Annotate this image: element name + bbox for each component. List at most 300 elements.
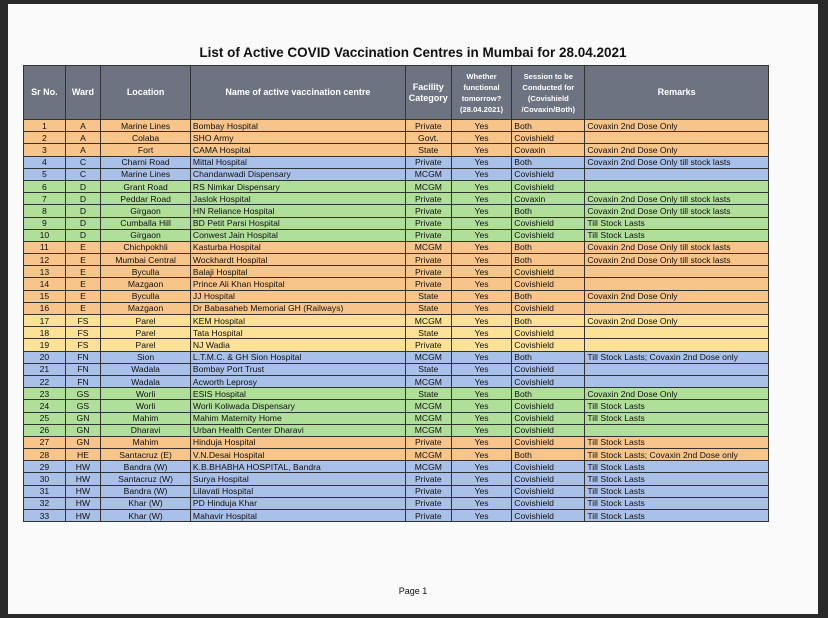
cell-sr-no: 32 (24, 497, 66, 509)
cell-facility-category: MCGM (405, 400, 451, 412)
cell-ward: HW (65, 510, 100, 522)
cell-functional: Yes (451, 180, 512, 192)
cell-centre-name: Tata Hospital (190, 327, 405, 339)
cell-facility-category: Private (405, 156, 451, 168)
cell-facility-category: MCGM (405, 168, 451, 180)
cell-functional: Yes (451, 339, 512, 351)
cell-functional: Yes (451, 473, 512, 485)
cell-centre-name: Mahavir Hospital (190, 510, 405, 522)
table-row (24, 302, 769, 314)
table-row (24, 485, 769, 497)
cell-centre-name: Bombay Port Trust (190, 363, 405, 375)
cell-sr-no: 14 (24, 278, 66, 290)
cell-remarks: Covaxin 2nd Dose Only till stock lasts (585, 156, 769, 168)
cell-location: Sion (101, 351, 191, 363)
table-row (24, 217, 769, 229)
header-facility: Facility Category (405, 66, 451, 120)
cell-ward: HE (65, 449, 100, 461)
cell-ward: GN (65, 436, 100, 448)
cell-functional: Yes (451, 278, 512, 290)
cell-remarks (585, 180, 769, 192)
cell-centre-name: Acworth Leprosy (190, 375, 405, 387)
cell-session: Covishield (512, 497, 585, 509)
cell-facility-category: Private (405, 205, 451, 217)
cell-facility-category: Private (405, 120, 451, 132)
cell-remarks: Covaxin 2nd Dose Only till stock lasts (585, 205, 769, 217)
cell-location: Charni Road (101, 156, 191, 168)
cell-session: Covishield (512, 400, 585, 412)
cell-sr-no: 16 (24, 302, 66, 314)
cell-session: Both (512, 254, 585, 266)
cell-centre-name: HN Reliance Hospital (190, 205, 405, 217)
cell-centre-name: Surya Hospital (190, 473, 405, 485)
cell-session: Both (512, 120, 585, 132)
cell-location: Byculla (101, 290, 191, 302)
cell-ward: D (65, 217, 100, 229)
cell-remarks: Covaxin 2nd Dose Only till stock lasts (585, 241, 769, 253)
table-row (24, 290, 769, 302)
cell-remarks: Covaxin 2nd Dose Only (585, 290, 769, 302)
table-row (24, 120, 769, 132)
cell-functional: Yes (451, 449, 512, 461)
table-row (24, 266, 769, 278)
cell-ward: E (65, 290, 100, 302)
cell-session: Covishield (512, 302, 585, 314)
cell-location: Marine Lines (101, 120, 191, 132)
cell-sr-no: 31 (24, 485, 66, 497)
document-page (8, 4, 818, 614)
cell-centre-name: Mittal Hospital (190, 156, 405, 168)
cell-remarks: Till Stock Lasts (585, 461, 769, 473)
cell-ward: A (65, 120, 100, 132)
cell-centre-name: Mahim Maternity Home (190, 412, 405, 424)
cell-functional: Yes (451, 156, 512, 168)
cell-remarks: Till Stock Lasts; Covaxin 2nd Dose only (585, 351, 769, 363)
cell-location: Dharavi (101, 424, 191, 436)
cell-sr-no: 25 (24, 412, 66, 424)
cell-remarks: Covaxin 2nd Dose Only (585, 120, 769, 132)
cell-functional: Yes (451, 315, 512, 327)
cell-ward: FN (65, 363, 100, 375)
cell-remarks: Till Stock Lasts (585, 412, 769, 424)
cell-location: Khar (W) (101, 497, 191, 509)
cell-remarks (585, 278, 769, 290)
cell-location: Worli (101, 388, 191, 400)
cell-session: Covishield (512, 461, 585, 473)
table-row (24, 156, 769, 168)
header-remarks: Remarks (585, 66, 769, 120)
cell-session: Covishield (512, 473, 585, 485)
cell-remarks: Till Stock Lasts (585, 510, 769, 522)
cell-session: Covishield (512, 412, 585, 424)
cell-location: Chichpokhli (101, 241, 191, 253)
cell-centre-name: RS Nimkar Dispensary (190, 180, 405, 192)
table-row (24, 449, 769, 461)
cell-session: Covishield (512, 339, 585, 351)
cell-centre-name: Chandanwadi Dispensary (190, 168, 405, 180)
cell-centre-name: PD Hinduja Khar (190, 497, 405, 509)
cell-location: Marine Lines (101, 168, 191, 180)
cell-facility-category: Private (405, 229, 451, 241)
cell-functional: Yes (451, 120, 512, 132)
cell-session: Covishield (512, 375, 585, 387)
cell-location: Colaba (101, 132, 191, 144)
cell-functional: Yes (451, 132, 512, 144)
cell-facility-category: Private (405, 339, 451, 351)
cell-remarks: Covaxin 2nd Dose Only till stock lasts (585, 254, 769, 266)
cell-remarks: Covaxin 2nd Dose Only (585, 144, 769, 156)
cell-sr-no: 11 (24, 241, 66, 253)
header-session: Session to be Conducted for (Covishield /Covaxin/Both) (512, 66, 585, 120)
cell-location: Mazgaon (101, 278, 191, 290)
cell-location: Girgaon (101, 229, 191, 241)
cell-functional: Yes (451, 327, 512, 339)
cell-ward: D (65, 229, 100, 241)
cell-centre-name: JJ Hospital (190, 290, 405, 302)
cell-location: Bandra (W) (101, 461, 191, 473)
cell-sr-no: 1 (24, 120, 66, 132)
cell-sr-no: 18 (24, 327, 66, 339)
cell-session: Covishield (512, 180, 585, 192)
cell-facility-category: MCGM (405, 375, 451, 387)
cell-facility-category: Private (405, 497, 451, 509)
table-row (24, 424, 769, 436)
cell-session: Both (512, 449, 585, 461)
cell-sr-no: 2 (24, 132, 66, 144)
table-row (24, 339, 769, 351)
cell-sr-no: 30 (24, 473, 66, 485)
header-ward: Ward (65, 66, 100, 120)
cell-centre-name: Urban Health Center Dharavi (190, 424, 405, 436)
cell-centre-name: Bombay Hospital (190, 120, 405, 132)
table-row (24, 144, 769, 156)
cell-functional: Yes (451, 266, 512, 278)
cell-sr-no: 23 (24, 388, 66, 400)
cell-centre-name: Conwest Jain Hospital (190, 229, 405, 241)
cell-ward: FS (65, 315, 100, 327)
table-row (24, 412, 769, 424)
cell-centre-name: Jaslok Hospital (190, 193, 405, 205)
cell-sr-no: 26 (24, 424, 66, 436)
cell-centre-name: V.N.Desai Hospital (190, 449, 405, 461)
cell-facility-category: MCGM (405, 449, 451, 461)
cell-functional: Yes (451, 412, 512, 424)
cell-functional: Yes (451, 302, 512, 314)
header-location: Location (101, 66, 191, 120)
cell-remarks: Till Stock Lasts (585, 497, 769, 509)
header-sr-no: Sr No. (24, 66, 66, 120)
cell-facility-category: Private (405, 510, 451, 522)
cell-location: Byculla (101, 266, 191, 278)
cell-ward: GS (65, 388, 100, 400)
cell-facility-category: Private (405, 193, 451, 205)
cell-sr-no: 33 (24, 510, 66, 522)
cell-sr-no: 21 (24, 363, 66, 375)
cell-sr-no: 5 (24, 168, 66, 180)
cell-ward: A (65, 132, 100, 144)
cell-remarks: Till Stock Lasts (585, 229, 769, 241)
cell-centre-name: ESIS Hospital (190, 388, 405, 400)
cell-location: Fort (101, 144, 191, 156)
cell-session: Covaxin (512, 144, 585, 156)
cell-remarks (585, 339, 769, 351)
cell-remarks: Till Stock Lasts (585, 436, 769, 448)
cell-sr-no: 17 (24, 315, 66, 327)
cell-location: Khar (W) (101, 510, 191, 522)
cell-session: Covishield (512, 424, 585, 436)
cell-facility-category: Private (405, 485, 451, 497)
cell-remarks (585, 327, 769, 339)
cell-functional: Yes (451, 485, 512, 497)
cell-session: Both (512, 241, 585, 253)
cell-remarks (585, 424, 769, 436)
cell-location: Mahim (101, 412, 191, 424)
cell-sr-no: 13 (24, 266, 66, 278)
cell-facility-category: Private (405, 473, 451, 485)
cell-location: Parel (101, 339, 191, 351)
cell-facility-category: Private (405, 217, 451, 229)
cell-facility-category: State (405, 363, 451, 375)
cell-sr-no: 27 (24, 436, 66, 448)
cell-facility-category: MCGM (405, 315, 451, 327)
cell-ward: D (65, 205, 100, 217)
cell-remarks (585, 168, 769, 180)
cell-ward: A (65, 144, 100, 156)
cell-remarks (585, 132, 769, 144)
table-row (24, 327, 769, 339)
cell-session: Covishield (512, 278, 585, 290)
cell-functional: Yes (451, 193, 512, 205)
cell-session: Covishield (512, 363, 585, 375)
cell-ward: GN (65, 424, 100, 436)
cell-centre-name: Lilavati Hospital (190, 485, 405, 497)
cell-functional: Yes (451, 375, 512, 387)
cell-sr-no: 29 (24, 461, 66, 473)
table-row (24, 278, 769, 290)
cell-session: Both (512, 290, 585, 302)
cell-session: Both (512, 315, 585, 327)
cell-facility-category: Private (405, 436, 451, 448)
cell-ward: FN (65, 351, 100, 363)
cell-location: Mazgaon (101, 302, 191, 314)
table-row (24, 510, 769, 522)
cell-remarks (585, 363, 769, 375)
cell-remarks: Till Stock Lasts (585, 217, 769, 229)
cell-session: Covaxin (512, 193, 585, 205)
cell-facility-category: State (405, 388, 451, 400)
table-row (24, 254, 769, 266)
cell-facility-category: MCGM (405, 351, 451, 363)
cell-ward: GS (65, 400, 100, 412)
header-functional: Whether functional tomorrow? (28.04.2021) (451, 66, 512, 120)
cell-ward: E (65, 241, 100, 253)
cell-location: Mahim (101, 436, 191, 448)
cell-facility-category: State (405, 302, 451, 314)
cell-ward: D (65, 180, 100, 192)
cell-location: Santacruz (W) (101, 473, 191, 485)
cell-remarks (585, 266, 769, 278)
cell-centre-name: Prince Ali Khan Hospital (190, 278, 405, 290)
cell-sr-no: 24 (24, 400, 66, 412)
table-row (24, 315, 769, 327)
cell-session: Covishield (512, 217, 585, 229)
cell-centre-name: BD Petit Parsi Hospital (190, 217, 405, 229)
cell-remarks (585, 375, 769, 387)
cell-location: Bandra (W) (101, 485, 191, 497)
cell-functional: Yes (451, 254, 512, 266)
cell-remarks: Covaxin 2nd Dose Only (585, 388, 769, 400)
cell-functional: Yes (451, 436, 512, 448)
cell-functional: Yes (451, 290, 512, 302)
cell-functional: Yes (451, 400, 512, 412)
table-header-row (24, 66, 769, 120)
cell-functional: Yes (451, 424, 512, 436)
cell-remarks: Till Stock Lasts (585, 473, 769, 485)
cell-centre-name: L.T.M.C. & GH Sion Hospital (190, 351, 405, 363)
cell-session: Covishield (512, 510, 585, 522)
header-centre: Name of active vaccination centre (190, 66, 405, 120)
table-row (24, 168, 769, 180)
cell-sr-no: 6 (24, 180, 66, 192)
cell-centre-name: CAMA Hospital (190, 144, 405, 156)
cell-facility-category: State (405, 327, 451, 339)
cell-ward: E (65, 302, 100, 314)
cell-location: Parel (101, 327, 191, 339)
cell-functional: Yes (451, 461, 512, 473)
cell-location: Mumbai Central (101, 254, 191, 266)
cell-ward: E (65, 254, 100, 266)
table-row (24, 497, 769, 509)
cell-centre-name: NJ Wadia (190, 339, 405, 351)
cell-location: Peddar Road (101, 193, 191, 205)
cell-session: Covishield (512, 168, 585, 180)
table-row (24, 229, 769, 241)
cell-session: Both (512, 156, 585, 168)
cell-centre-name: Dr Babasaheb Memorial GH (Railways) (190, 302, 405, 314)
cell-session: Covishield (512, 229, 585, 241)
cell-functional: Yes (451, 144, 512, 156)
cell-facility-category: State (405, 290, 451, 302)
cell-ward: FS (65, 327, 100, 339)
cell-session: Covishield (512, 485, 585, 497)
cell-centre-name: Kasturba Hospital (190, 241, 405, 253)
cell-functional: Yes (451, 510, 512, 522)
table-row (24, 461, 769, 473)
cell-location: Grant Road (101, 180, 191, 192)
cell-remarks: Covaxin 2nd Dose Only till stock lasts (585, 193, 769, 205)
page-footer: Page 1 (398, 586, 428, 596)
cell-sr-no: 19 (24, 339, 66, 351)
table-row (24, 363, 769, 375)
cell-location: Santacruz (E) (101, 449, 191, 461)
cell-facility-category: MCGM (405, 424, 451, 436)
cell-remarks (585, 302, 769, 314)
cell-ward: C (65, 168, 100, 180)
cell-location: Wadala (101, 363, 191, 375)
page-title: List of Active COVID Vaccination Centres in Mumbai for 28.04.2021 (199, 45, 627, 60)
cell-sr-no: 15 (24, 290, 66, 302)
cell-sr-no: 4 (24, 156, 66, 168)
table-body (24, 120, 769, 522)
table-row (24, 205, 769, 217)
cell-ward: E (65, 266, 100, 278)
table-row (24, 180, 769, 192)
cell-facility-category: Private (405, 278, 451, 290)
table-row (24, 473, 769, 485)
cell-ward: FS (65, 339, 100, 351)
vaccination-centres-table (23, 65, 769, 522)
cell-facility-category: State (405, 144, 451, 156)
cell-centre-name: K.B.BHABHA HOSPITAL, Bandra (190, 461, 405, 473)
cell-remarks: Till Stock Lasts (585, 400, 769, 412)
cell-ward: E (65, 278, 100, 290)
cell-functional: Yes (451, 229, 512, 241)
cell-session: Both (512, 388, 585, 400)
cell-centre-name: Balaji Hospital (190, 266, 405, 278)
cell-facility-category: Private (405, 266, 451, 278)
cell-facility-category: Govt. (405, 132, 451, 144)
cell-facility-category: MCGM (405, 180, 451, 192)
cell-session: Covishield (512, 132, 585, 144)
cell-functional: Yes (451, 205, 512, 217)
table-row (24, 375, 769, 387)
cell-ward: FN (65, 375, 100, 387)
cell-ward: HW (65, 485, 100, 497)
cell-location: Girgaon (101, 205, 191, 217)
cell-session: Both (512, 351, 585, 363)
cell-location: Parel (101, 315, 191, 327)
cell-location: Cumballa Hill (101, 217, 191, 229)
cell-functional: Yes (451, 388, 512, 400)
cell-centre-name: SHO Army (190, 132, 405, 144)
table-row (24, 351, 769, 363)
cell-facility-category: MCGM (405, 241, 451, 253)
cell-remarks: Till Stock Lasts; Covaxin 2nd Dose only (585, 449, 769, 461)
cell-sr-no: 20 (24, 351, 66, 363)
cell-ward: HW (65, 461, 100, 473)
cell-location: Worli (101, 400, 191, 412)
cell-functional: Yes (451, 497, 512, 509)
cell-location: Wadala (101, 375, 191, 387)
cell-functional: Yes (451, 351, 512, 363)
cell-sr-no: 10 (24, 229, 66, 241)
cell-session: Covishield (512, 266, 585, 278)
table-row (24, 388, 769, 400)
cell-functional: Yes (451, 217, 512, 229)
cell-ward: D (65, 193, 100, 205)
cell-centre-name: KEM Hospital (190, 315, 405, 327)
cell-sr-no: 3 (24, 144, 66, 156)
cell-sr-no: 12 (24, 254, 66, 266)
cell-functional: Yes (451, 363, 512, 375)
cell-centre-name: Hinduja Hospital (190, 436, 405, 448)
table-row (24, 132, 769, 144)
table-row (24, 193, 769, 205)
cell-sr-no: 9 (24, 217, 66, 229)
cell-sr-no: 22 (24, 375, 66, 387)
cell-ward: GN (65, 412, 100, 424)
cell-facility-category: MCGM (405, 412, 451, 424)
table-row (24, 241, 769, 253)
cell-centre-name: Worli Koliwada Dispensary (190, 400, 405, 412)
cell-functional: Yes (451, 241, 512, 253)
cell-ward: HW (65, 497, 100, 509)
cell-facility-category: MCGM (405, 461, 451, 473)
cell-session: Covishield (512, 327, 585, 339)
cell-sr-no: 28 (24, 449, 66, 461)
cell-sr-no: 7 (24, 193, 66, 205)
table-row (24, 400, 769, 412)
